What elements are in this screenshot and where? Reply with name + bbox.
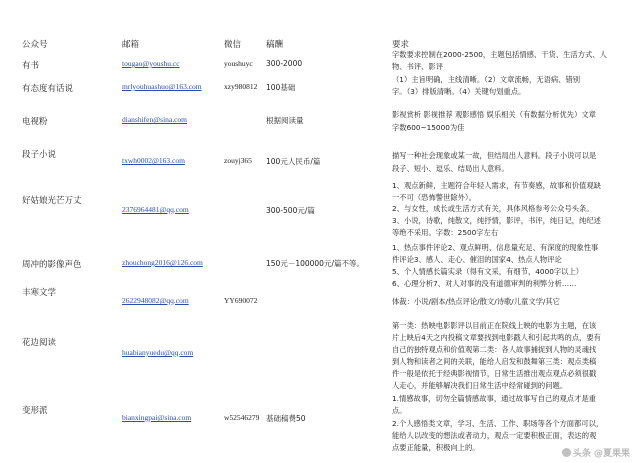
email-link[interactable]: huabianyuedu@qq.com bbox=[122, 348, 194, 357]
requirement-line: 3、小说，诗歌，纯散文，纯抒情，影评，书评，纯日记，纯纪述 bbox=[392, 216, 601, 225]
requirement-line: 一不可（恐怖警世除外）。 bbox=[392, 193, 476, 202]
account-name: 段子小说 bbox=[22, 150, 57, 160]
requirement-line: 影视赏析 影视推荐 观影感悟 娱乐相关（有数据分析优先）文章 bbox=[392, 110, 596, 119]
payment-value: 150元－100000元/篇不等。 bbox=[266, 259, 364, 268]
header-requirements: 要求 bbox=[392, 40, 410, 50]
payment-value: 300-2000 bbox=[266, 59, 303, 68]
payment-value: 基础稿费50 bbox=[266, 414, 306, 423]
watermark bbox=[562, 446, 630, 459]
requirement-line: 点。 bbox=[392, 406, 407, 415]
email-link[interactable]: dianshifen@sina.com bbox=[122, 115, 188, 124]
watermark-logo-icon bbox=[562, 448, 571, 457]
account-name: 变形派 bbox=[22, 406, 48, 416]
requirement-line: 字。（3）排版清晰。（4）关键句划重点。 bbox=[392, 87, 526, 96]
payment-value: 100元人民币/篇 bbox=[266, 157, 321, 166]
requirement-line: 到人物和读者之间的关联，能给人启发和鼓舞第三类：观点类稿 bbox=[392, 357, 597, 366]
email-link[interactable]: mrlyouhuashuo@163.com bbox=[122, 82, 202, 91]
account-name: 有书 bbox=[22, 61, 40, 71]
account-name: 电视粉 bbox=[22, 117, 48, 127]
payment-value: 100基础 bbox=[266, 83, 296, 92]
requirement-line: 物、书评、影评 bbox=[392, 62, 444, 71]
account-name: 好姑娘光芒万丈 bbox=[22, 196, 82, 206]
payment-value: 根据阅读量 bbox=[266, 116, 304, 125]
wechat-id: YY690072 bbox=[224, 296, 258, 305]
requirement-line: 1、热点事件评论2、观点鲜明、信息量充足、有深度的现象性事 bbox=[392, 243, 599, 252]
requirement-line: 2、与女性，成长或生活方式有关，具体风格参考公众号头条。 bbox=[392, 204, 594, 213]
wechat-id: w52546279 bbox=[224, 413, 260, 422]
email-link[interactable]: tougao@youshu.cc bbox=[122, 59, 180, 68]
email-link[interactable]: 2622948082@qq.com bbox=[122, 296, 189, 305]
account-name: 周冲的影像声色 bbox=[22, 260, 82, 270]
header-email: 邮箱 bbox=[122, 40, 140, 50]
email-link[interactable]: txwh0002@163.com bbox=[122, 156, 185, 165]
requirement-line: 1、观点新鲜，主题符合年轻人需求，有节奏感，故事和价值观缺 bbox=[392, 181, 601, 190]
header-account: 公众号 bbox=[22, 40, 48, 50]
requirement-line: 2.个人感悟类文章，学习、生活、工作、职场等各个方面都可以， bbox=[392, 419, 604, 428]
requirement-line: 等绝不采用。字数：2500字左右 bbox=[392, 228, 499, 237]
email-link[interactable]: bianxingpai@sina.com bbox=[122, 413, 192, 422]
header-payment: 稿酬 bbox=[266, 40, 284, 50]
requirement-line: 6、心理分析7、对人对事的没有道德审判的利弊分析…… bbox=[392, 279, 577, 288]
payment-value: 300-500元/篇 bbox=[266, 206, 315, 215]
requirement-line: 字数要求控制在2000-2500，主题包括情感、干货、生活方式、人 bbox=[392, 50, 607, 59]
requirement-line: 字数600~15000为佳 bbox=[392, 123, 465, 132]
requirement-line: 描写一种社会现象或某一故，但结局出人意料。段子小说可以是 bbox=[392, 151, 597, 160]
email-link[interactable]: 2376964481@qq.com bbox=[122, 205, 189, 214]
wechat-id: youshuyc bbox=[224, 59, 253, 68]
requirement-line: 1.情感故事，切勿全篇情感故事，通过故事写自己的观点才是重 bbox=[392, 394, 596, 403]
wechat-id: xzy980812 bbox=[224, 82, 258, 91]
requirement-line: 第一类：热映电影影评以目前正在院线上映的电影为主题，在该 bbox=[392, 321, 597, 330]
email-link[interactable]: zhouchong2016@126.com bbox=[122, 258, 203, 267]
requirement-line: 自己的独特观点和价值观第二类：各人故事捕捉到人物的灵魂找 bbox=[392, 345, 597, 354]
wechat-id: zouyj365 bbox=[224, 156, 252, 165]
watermark-text: 头条 @夏果果 bbox=[572, 449, 630, 459]
requirement-line: 5、个人情感长篇实录（得有文采，有细节，4000字以上） bbox=[392, 267, 584, 276]
requirement-line: 件一般是依托于经典影视情节，日常生活推出观点观点必须很戳 bbox=[392, 369, 597, 378]
requirement-line: 能给人以改变的想法或者动力，观点一定要积极正面，表达的观 bbox=[392, 431, 597, 440]
requirement-line: 人走心，并能够解决我们日常生活中经常碰到的问题。 bbox=[392, 381, 568, 390]
requirement-line: 段子、短小、逗乐、结局出人意料。 bbox=[392, 164, 509, 173]
requirement-line: 件评论3、感人、走心、催泪的国家4、热点人物评论 bbox=[392, 255, 562, 264]
header-wechat: 微信 bbox=[224, 40, 242, 50]
requirement-line: （1）主旨明确，主线清晰。（2）文章流畅，无语病、错别 bbox=[392, 75, 581, 84]
account-name: 丰寒文学 bbox=[22, 288, 57, 298]
account-name: 花边阅读 bbox=[22, 338, 57, 348]
requirement-line: 片上映后4天之内投稿文章要找到电影戳人和引起共鸣的点，要有 bbox=[392, 333, 601, 342]
requirement-line: 体裁：小说/剧本/热点评论/散文/诗歌/儿童文学/其它 bbox=[392, 297, 560, 306]
account-name: 有态度有话说 bbox=[22, 84, 74, 94]
requirement-line: 点要正能量，积极向上的。 bbox=[392, 443, 480, 452]
